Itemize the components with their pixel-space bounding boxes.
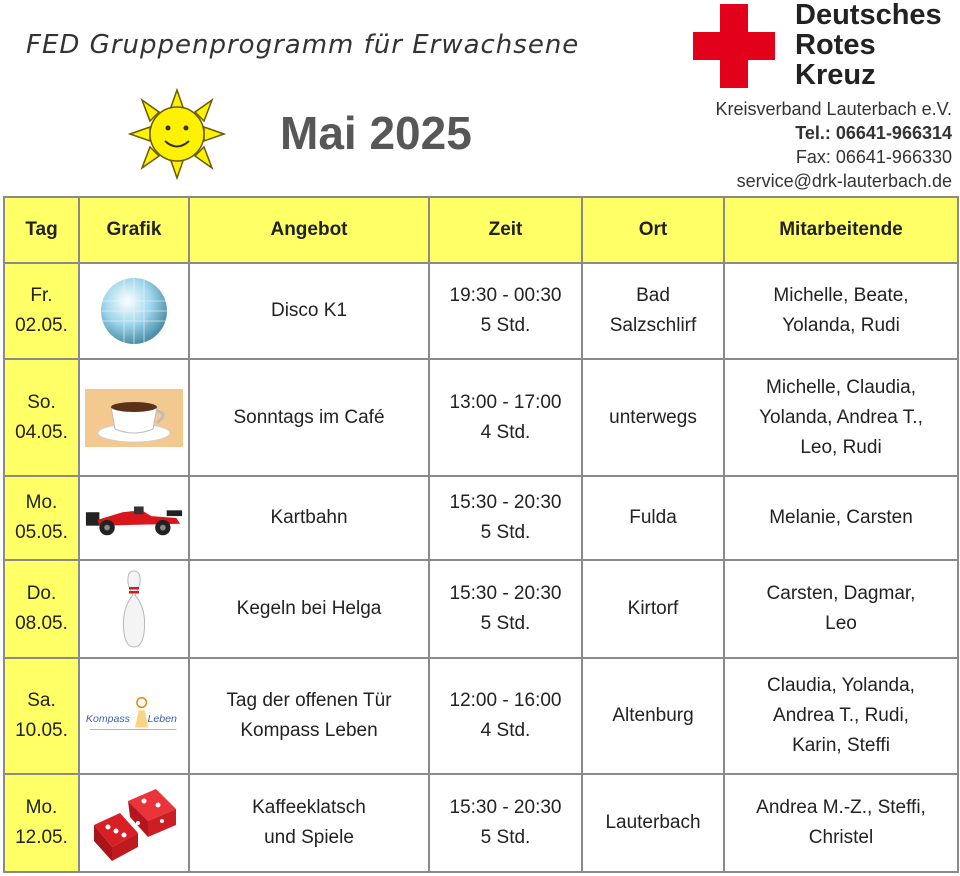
fax-number: Fax: 06641-966330 [795, 147, 952, 167]
staff-cell [724, 658, 958, 774]
location-cell [582, 658, 724, 774]
time-cell [429, 774, 582, 872]
location-line1: Lauterbach [605, 812, 701, 833]
location-line1: Bad [636, 285, 670, 306]
location-line2: Salzschlirf [609, 315, 697, 336]
program-table [3, 196, 959, 873]
location-cell [582, 263, 724, 359]
staff-line2: Andrea T., Rudi, [773, 705, 909, 726]
contact-block [716, 97, 953, 193]
email-address: service@drk-lauterbach.de [736, 171, 952, 191]
time-cell [429, 359, 582, 476]
date: 05.05. [15, 522, 68, 543]
table-row [4, 658, 958, 774]
duration: 5 Std. [480, 315, 531, 336]
offer-line1: Sonntags im Café [233, 406, 385, 428]
weekday: So. [27, 391, 56, 413]
staff-cell [724, 560, 958, 658]
duration: 4 Std. [480, 421, 531, 443]
logo-text-kompass: Kompass [85, 712, 130, 725]
table-row [4, 774, 958, 872]
offer-line1: Disco K1 [270, 300, 348, 321]
location-line1: Kirtorf [627, 598, 679, 619]
day-cell [4, 359, 79, 476]
day-cell [4, 263, 79, 359]
offer-line1: Kegeln bei Helga [236, 598, 382, 619]
column-header-angebot: Angebot [189, 197, 429, 263]
day-cell [4, 658, 79, 774]
staff-line1: Melanie, Carsten [769, 507, 913, 528]
red-cross-logo [693, 4, 775, 88]
bowling-pin-icon [119, 569, 149, 649]
date: 10.05. [15, 720, 68, 741]
location-cell [582, 359, 724, 476]
offer-cell [189, 476, 429, 560]
table-header-row [4, 197, 958, 263]
logo-text-leben: Leben [147, 712, 177, 725]
weekday: Mo. [25, 797, 58, 818]
offer-line2: und Spiele [264, 827, 354, 848]
day-cell [4, 476, 79, 560]
staff-line1: Michelle, Beate, [773, 285, 909, 306]
staff-line2: Yolanda, Rudi [782, 315, 900, 336]
graphic-cell [79, 476, 189, 560]
coffee-cup-icon [85, 389, 183, 447]
location-cell [582, 560, 724, 658]
location-line1: Altenburg [612, 705, 694, 726]
offer-cell [189, 658, 429, 774]
time-range: 13:00 - 17:00 [449, 391, 562, 413]
column-header-mitarbeitende: Mitarbeitende [724, 197, 958, 263]
staff-line3: Karin, Steffi [792, 735, 890, 756]
staff-line2: Yolanda, Andrea T., [759, 406, 923, 428]
weekday: Sa. [27, 690, 56, 711]
organization-name-line2: Rotes [795, 29, 876, 61]
location-line1: Fulda [629, 507, 677, 528]
dice-icon [86, 783, 182, 863]
staff-line1: Andrea M.-Z., Steffi, [756, 797, 926, 818]
time-cell [429, 476, 582, 560]
phone-number: Tel.: 06641-966314 [795, 123, 952, 143]
organization-name [795, 0, 942, 90]
staff-line2: Leo [825, 613, 857, 634]
time-range: 12:00 - 16:00 [449, 690, 562, 711]
graphic-cell [79, 263, 189, 359]
offer-cell [189, 263, 429, 359]
time-cell [429, 560, 582, 658]
duration: 5 Std. [480, 613, 531, 634]
time-range: 19:30 - 00:30 [449, 285, 562, 306]
table-row [4, 359, 958, 476]
duration: 4 Std. [480, 720, 531, 741]
weekday: Do. [26, 583, 57, 604]
weekday: Mo. [25, 492, 58, 513]
duration: 5 Std. [480, 827, 531, 848]
time-cell [429, 658, 582, 774]
program-title: FED Gruppenprogramm für Erwachsene [26, 30, 580, 60]
offer-cell [189, 560, 429, 658]
kompass-leben-logo [84, 694, 184, 738]
offer-cell [189, 359, 429, 476]
date: 04.05. [15, 421, 68, 443]
day-cell [4, 560, 79, 658]
graphic-cell [79, 560, 189, 658]
location-cell [582, 774, 724, 872]
organization-name-line3: Kreuz [795, 59, 876, 91]
offer-line1: Kaffeeklatsch [252, 797, 366, 818]
staff-line2: Christel [808, 827, 874, 848]
time-cell [429, 263, 582, 359]
staff-line3: Leo, Rudi [800, 436, 882, 458]
staff-line1: Michelle, Claudia, [766, 376, 916, 398]
staff-cell [724, 263, 958, 359]
column-header-grafik: Grafik [79, 197, 189, 263]
graphic-cell [79, 774, 189, 872]
day-cell [4, 774, 79, 872]
location-line1: unterwegs [609, 406, 697, 428]
staff-cell [724, 774, 958, 872]
table-row [4, 263, 958, 359]
disco-ball-icon [98, 275, 170, 347]
time-range: 15:30 - 20:30 [449, 583, 562, 604]
table-row [4, 560, 958, 658]
date: 12.05. [15, 827, 68, 848]
staff-line1: Carsten, Dagmar, [766, 583, 916, 604]
duration: 5 Std. [480, 522, 531, 543]
column-header-zeit: Zeit [429, 197, 582, 263]
offer-line1: Kartbahn [270, 507, 348, 528]
branch-name: Kreisverband Lauterbach e.V. [715, 99, 952, 119]
sun-icon [128, 88, 226, 180]
date: 08.05. [15, 613, 68, 634]
location-cell [582, 476, 724, 560]
organization-name-line1: Deutsches [795, 0, 942, 31]
offer-line2: Kompass Leben [240, 720, 378, 741]
offer-line1: Tag der offenen Tür [226, 690, 392, 711]
staff-cell [724, 359, 958, 476]
time-range: 15:30 - 20:30 [449, 492, 562, 513]
column-header-ort: Ort [582, 197, 724, 263]
offer-cell [189, 774, 429, 872]
time-range: 15:30 - 20:30 [449, 797, 562, 818]
graphic-cell [79, 658, 189, 774]
staff-line1: Claudia, Yolanda, [767, 675, 915, 696]
staff-cell [724, 476, 958, 560]
graphic-cell [79, 359, 189, 476]
weekday: Fr. [30, 285, 53, 306]
table-row [4, 476, 958, 560]
date: 02.05. [15, 315, 68, 336]
race-car-icon [84, 498, 184, 538]
month-heading: Mai 2025 [280, 107, 472, 159]
column-header-tag: Tag [4, 197, 79, 263]
